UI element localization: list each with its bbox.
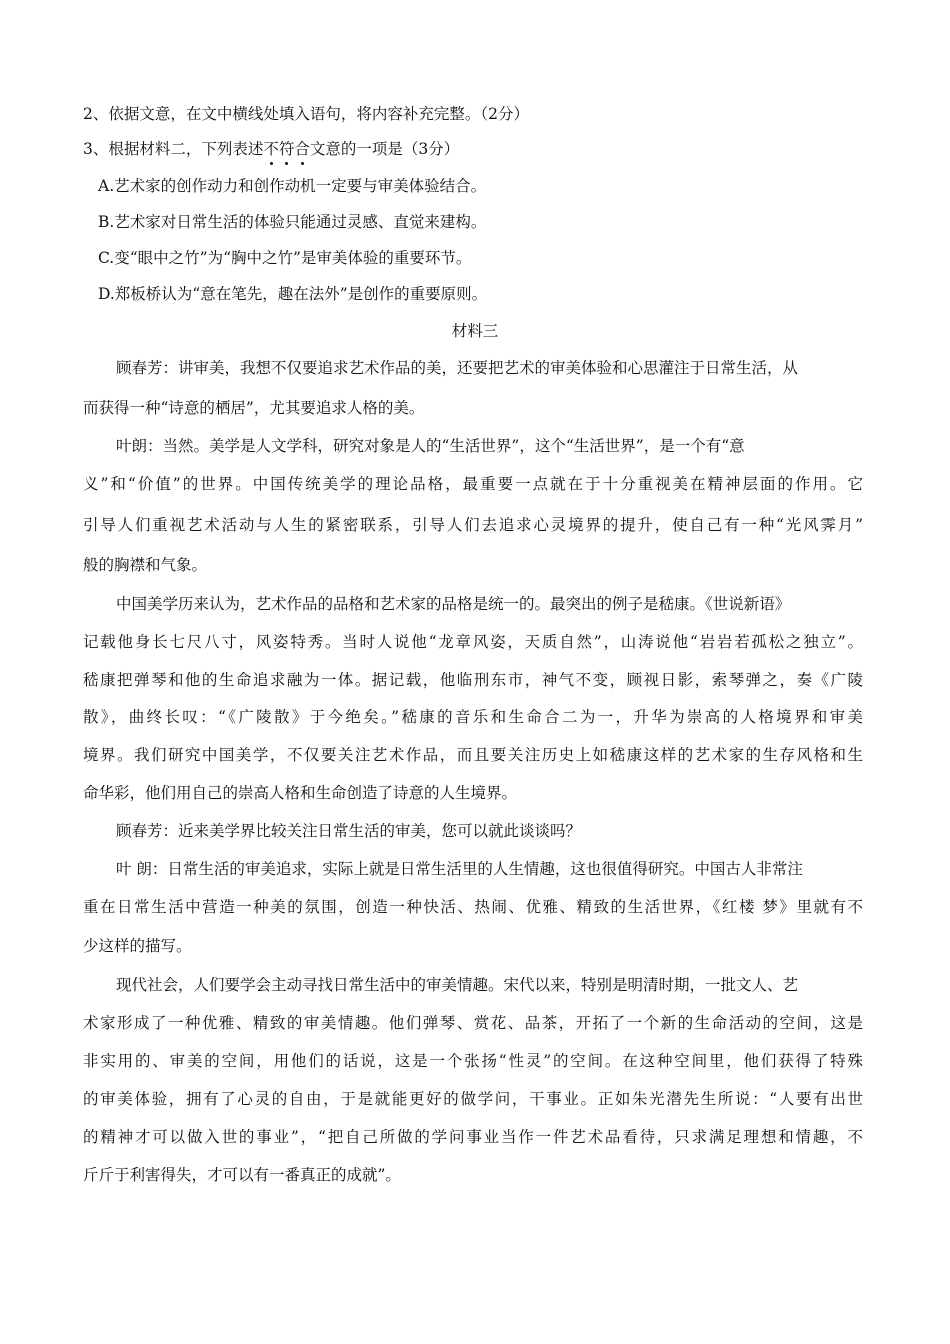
paragraph-line: 记载他身长七尺八寸，风姿特秀。当时人说他“龙章风姿，天质自然”，山涛说他“岩岩若孤松之独立”。 <box>83 633 863 651</box>
question-3-suffix: 文意的一项是（3分） <box>309 140 460 158</box>
option-d: D.郑板桥认为“意在笔先，趣在法外”是创作的重要原则。 <box>98 285 488 303</box>
question-2: 2、依据文意，在文中横线处填入语句，将内容补充完整。（2分） <box>83 105 529 123</box>
section-heading: 材料三 <box>451 322 499 340</box>
paragraph-line: 引导人们重视艺术活动与人生的紧密联系，引导人们去追求心灵境界的提升，使自己有一种“光风霁月” <box>83 516 863 534</box>
paragraph-line: 命华彩，他们用自己的崇高人格和生命创造了诗意的人生境界。 <box>83 784 518 802</box>
paragraph-line: 中国美学历来认为，艺术作品的品格和艺术家的品格是统一的。最突出的例子是嵇康。《世说新语》 <box>116 595 791 613</box>
option-c: C.变“眼中之竹”为“胸中之竹”是审美体验的重要环节。 <box>98 249 472 267</box>
paragraph-line: 顾春芳：讲审美，我想不仅要追求艺术作品的美，还要把艺术的审美体验和心思灌注于日常生活，从 <box>116 359 799 377</box>
paragraph-line: 境界。我们研究中国美学，不仅要关注艺术作品，而且要关注历史上如嵇康这样的艺术家的生存风格和生 <box>83 746 863 764</box>
paragraph-line: 而获得一种“诗意的栖居”，尤其要追求人格的美。 <box>83 399 425 417</box>
emphasis-char-3: 合 <box>294 140 310 158</box>
paragraph-line: 叶朗：当然。美学是人文学科，研究对象是人的“生活世界”，这个“生活世界”，是一个有“意 <box>116 437 745 455</box>
question-3-prefix: 3、根据材料二，下列表述 <box>83 140 264 158</box>
paragraph-line: 叶 朗：日常生活的审美追求，实际上就是日常生活里的人生情趣，这也很值得研究。中国古人非常注 <box>116 860 803 878</box>
option-b: B.艺术家对日常生活的体验只能通过灵感、直觉来建构。 <box>98 213 487 231</box>
paragraph-line: 嵇康把弹琴和他的生命追求融为一体。据记载，他临刑东市，神气不变，顾视日影，索琴弹之，奏《广陵 <box>83 671 863 689</box>
paragraph-line: 顾春芳：近来美学界比较关注日常生活的审美，您可以就此谈谈吗？ <box>116 822 582 840</box>
emphasis-char-1: 不 <box>263 140 279 158</box>
question-3 <box>83 138 459 160</box>
paragraph-line: 非实用的、审美的空间，用他们的话说，这是一个张扬“性灵”的空间。在这种空间里，他们获得了特殊 <box>83 1052 863 1070</box>
paragraph-line: 的审美体验，拥有了心灵的自由，于是就能更好的做学问，干事业。正如朱光潜先生所说：“人要有出世 <box>83 1090 863 1108</box>
paragraph-line: 现代社会，人们要学会主动寻找日常生活中的审美情趣。宋代以来，特别是明清时期，一批文人、艺 <box>116 976 799 994</box>
option-a: A.艺术家的创作动力和创作动机一定要与审美体验结合。 <box>98 177 487 195</box>
paragraph-line: 术家形成了一种优雅、精致的审美情趣。他们弹琴、赏花、品茶，开拓了一个新的生命活动的空间，这是 <box>83 1014 863 1032</box>
paragraph-line: 重在日常生活中营造一种美的氛围，创造一种快活、热闹、优雅、精致的生活世界，《红楼 梦》里就有不 <box>83 898 863 916</box>
emphasis-char-2: 符 <box>278 140 295 158</box>
paragraph-line: 少这样的描写。 <box>83 937 192 955</box>
paragraph-line: 散》，曲终长叹：“《广陵散》于今绝矣。”嵇康的音乐和生命合二为一，升华为崇高的人格境界和审美 <box>83 708 863 726</box>
paragraph-line: 般的胸襟和气象。 <box>83 556 208 574</box>
paragraph-line: 的精神才可以做入世的事业”，“把自己所做的学问事业当作一件艺术品看待，只求满足理想和情趣，不 <box>83 1128 863 1146</box>
paragraph-line: 义”和“价值”的世界。中国传统美学的理论品格，最重要一点就在于十分重视美在精神层面的作用。它 <box>83 475 863 493</box>
paragraph-line: 斤斤于利害得失，才可以有一番真正的成就”。 <box>83 1166 401 1184</box>
